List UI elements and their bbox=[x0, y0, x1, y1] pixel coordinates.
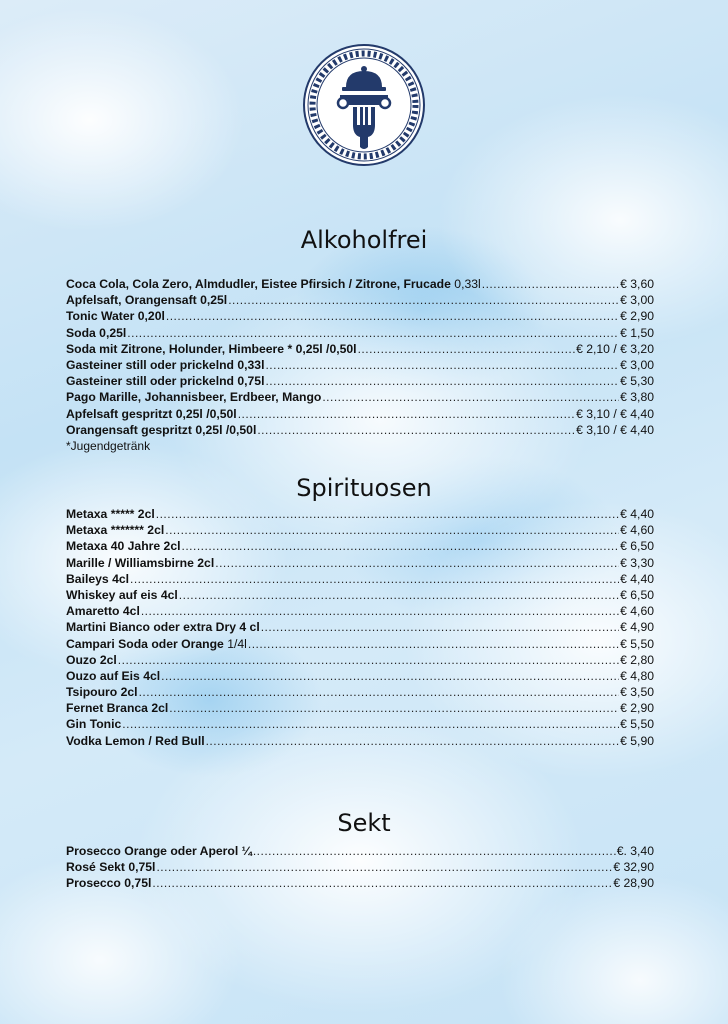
item-price: € 2,10 / € 3,20 bbox=[576, 341, 654, 356]
item-price: € 3,10 / € 4,40 bbox=[576, 406, 654, 421]
dot-leader bbox=[122, 716, 619, 732]
menu-item bbox=[66, 571, 654, 587]
item-name: Metaxa 40 Jahre 2cl bbox=[66, 539, 181, 554]
menu-item bbox=[66, 603, 654, 619]
menu-item bbox=[66, 325, 654, 341]
dot-leader bbox=[179, 587, 619, 603]
item-name: Whiskey auf eis 4cl bbox=[66, 587, 178, 602]
item-name: Fernet Branca 2cl bbox=[66, 701, 169, 716]
item-price: € 6,50 bbox=[620, 539, 654, 554]
menu-item bbox=[66, 733, 654, 749]
dot-leader bbox=[182, 538, 620, 554]
item-price: € 2,80 bbox=[620, 652, 654, 667]
item-price: € 2,90 bbox=[620, 309, 654, 324]
item-name: Orangensaft gespritzt 0,25l /0,50l bbox=[66, 422, 257, 437]
item-price: € 28,90 bbox=[613, 876, 654, 891]
item-name: Coca Cola, Cola Zero, Almdudler, Eistee Pfirsich / Zitrone, Frucade 0,33l bbox=[66, 277, 481, 291]
dot-leader bbox=[152, 875, 612, 891]
dot-leader bbox=[141, 603, 619, 619]
item-name: Apfelsaft, Orangensaft 0,25l bbox=[66, 293, 228, 308]
menu-item bbox=[66, 389, 654, 405]
item-price: € 3,00 bbox=[620, 293, 654, 308]
item-name: Vodka Lemon / Red Bull bbox=[66, 733, 205, 748]
menu-list-spirituosen bbox=[66, 506, 654, 749]
dot-leader bbox=[358, 341, 576, 357]
dot-leader bbox=[248, 636, 619, 652]
item-price: € 2,90 bbox=[620, 701, 654, 716]
dot-leader bbox=[482, 276, 619, 292]
item-name: Gasteiner still oder prickelnd 0,33l bbox=[66, 357, 265, 372]
dot-leader bbox=[118, 652, 619, 668]
item-name: Ouzo auf Eis 4cl bbox=[66, 668, 161, 683]
item-price: € 4,60 bbox=[620, 523, 654, 538]
menu-item bbox=[66, 522, 654, 538]
item-price: € 5,30 bbox=[620, 374, 654, 389]
item-price: €. 3,40 bbox=[616, 844, 654, 858]
item-price: € 4,90 bbox=[620, 620, 654, 635]
item-price: € 32,90 bbox=[613, 860, 654, 875]
item-price: € 1,50 bbox=[620, 325, 654, 340]
item-name: Prosecco 0,75l bbox=[66, 876, 152, 891]
dot-leader bbox=[265, 373, 619, 389]
item-name: Tonic Water 0,20l bbox=[66, 309, 165, 324]
section-title-sekt: Sekt bbox=[337, 809, 391, 837]
item-name: Rosé Sekt 0,75l bbox=[66, 860, 156, 875]
item-price: € 4,60 bbox=[620, 604, 654, 619]
menu-item bbox=[66, 357, 654, 373]
dot-leader bbox=[238, 406, 575, 422]
menu-item bbox=[66, 506, 654, 522]
item-price: € 3,80 bbox=[620, 390, 654, 405]
section-title-alkoholfrei: Alkoholfrei bbox=[300, 226, 428, 254]
dot-leader bbox=[215, 555, 619, 571]
item-name: Campari Soda oder Orange 1/4l bbox=[66, 636, 247, 651]
menu-item bbox=[66, 700, 654, 716]
dot-leader bbox=[156, 506, 619, 522]
menu-item bbox=[66, 406, 654, 422]
menu-item bbox=[66, 422, 654, 438]
item-name: Pago Marille, Johannisbeer, Erdbeer, Mango bbox=[66, 390, 322, 405]
item-name: Martini Bianco oder extra Dry 4 cl bbox=[66, 620, 260, 635]
section-title-spirituosen: Spirituosen bbox=[296, 474, 432, 502]
menu-list-sekt bbox=[66, 843, 654, 892]
menu-item bbox=[66, 587, 654, 603]
dot-leader bbox=[127, 325, 619, 341]
dot-leader bbox=[130, 571, 619, 587]
item-price: € 3,50 bbox=[620, 685, 654, 700]
restaurant-logo bbox=[302, 43, 426, 167]
dot-leader bbox=[206, 733, 620, 749]
menu-item bbox=[66, 684, 654, 700]
item-price: € 3,10 / € 4,40 bbox=[576, 422, 654, 437]
item-price: € 5,50 bbox=[620, 717, 654, 732]
dot-leader bbox=[139, 684, 620, 700]
item-price: € 4,40 bbox=[620, 571, 654, 586]
cloche-pillar-fork-icon bbox=[302, 43, 426, 167]
item-name: Gasteiner still oder prickelnd 0,75l bbox=[66, 374, 265, 389]
dot-leader bbox=[253, 843, 616, 859]
menu-list-alkoholfrei bbox=[66, 276, 654, 454]
dot-leader bbox=[156, 859, 612, 875]
item-name: Amaretto 4cl bbox=[66, 604, 140, 619]
menu-item bbox=[66, 668, 654, 684]
item-price: € 3,00 bbox=[620, 357, 654, 372]
dot-leader bbox=[165, 522, 619, 538]
item-name: Metaxa ***** 2cl bbox=[66, 507, 155, 521]
dot-leader bbox=[265, 357, 619, 373]
item-name: Apfelsaft gespritzt 0,25l /0,50l bbox=[66, 406, 237, 421]
item-price: € 3,60 bbox=[620, 277, 654, 291]
menu-item bbox=[66, 875, 654, 891]
item-name: Ouzo 2cl bbox=[66, 652, 117, 667]
menu-item bbox=[66, 716, 654, 732]
menu-item bbox=[66, 308, 654, 324]
menu-item bbox=[66, 619, 654, 635]
dot-leader bbox=[228, 292, 619, 308]
item-name: Soda mit Zitrone, Holunder, Himbeere * 0,25l /0,50l bbox=[66, 341, 357, 356]
item-price: € 5,90 bbox=[620, 733, 654, 748]
dot-leader bbox=[257, 422, 575, 438]
dot-leader bbox=[322, 389, 619, 405]
menu-item bbox=[66, 373, 654, 389]
item-name: Soda 0,25l bbox=[66, 325, 127, 340]
item-name: Baileys 4cl bbox=[66, 571, 130, 586]
menu-item bbox=[66, 292, 654, 308]
item-name: Tsipouro 2cl bbox=[66, 685, 138, 700]
menu-item bbox=[66, 843, 654, 859]
menu-item bbox=[66, 341, 654, 357]
dot-leader bbox=[166, 308, 619, 324]
item-price: € 6,50 bbox=[620, 587, 654, 602]
item-name: Metaxa ******* 2cl bbox=[66, 523, 165, 538]
item-name: Gin Tonic bbox=[66, 717, 122, 732]
item-name: Prosecco Orange oder Aperol ¼ bbox=[66, 844, 252, 858]
dot-leader bbox=[169, 700, 619, 716]
menu-item bbox=[66, 859, 654, 875]
item-name: Marille / Williamsbirne 2cl bbox=[66, 555, 215, 570]
item-price: € 5,50 bbox=[620, 636, 654, 651]
item-price: € 4,40 bbox=[620, 507, 654, 521]
menu-item bbox=[66, 276, 654, 292]
dot-leader bbox=[161, 668, 619, 684]
menu-item bbox=[66, 538, 654, 554]
menu-item bbox=[66, 555, 654, 571]
item-price: € 3,30 bbox=[620, 555, 654, 570]
menu-item bbox=[66, 636, 654, 652]
dot-leader bbox=[261, 619, 619, 635]
footnote: *Jugendgetränk bbox=[66, 438, 151, 453]
item-price: € 4,80 bbox=[620, 668, 654, 683]
menu-item bbox=[66, 652, 654, 668]
